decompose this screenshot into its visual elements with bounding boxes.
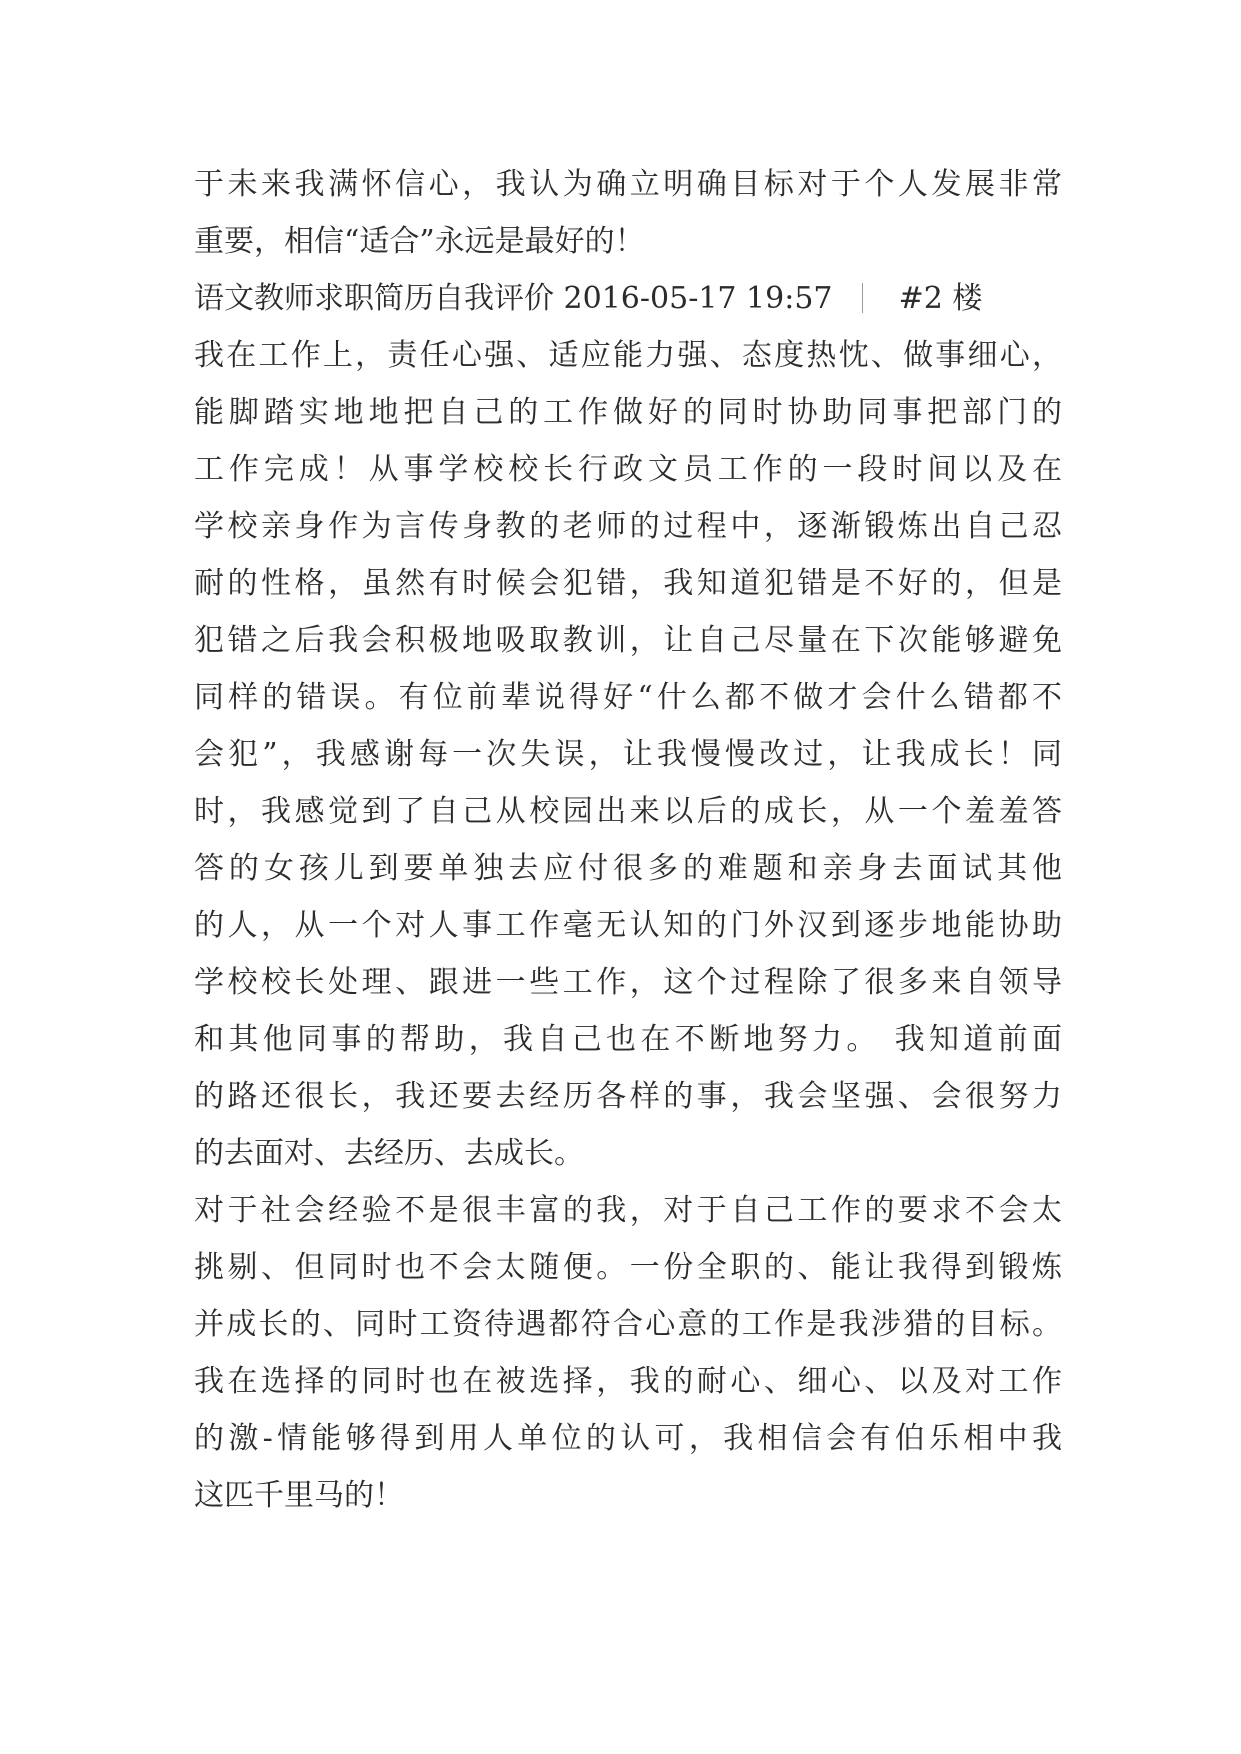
text-line: 挑剔、但同时也不会太随便。一份全职的、能让我得到锻炼 [194, 1250, 1062, 1285]
text-line: 这匹千里马的！ [194, 1478, 404, 1513]
text-line: 能脚踏实地地把自己的工作做好的同时协助同事把部门的 [194, 395, 1062, 430]
text-line: 和其他同事的帮助，我自己也在不断地努力。 我知道前面 [194, 1022, 1062, 1057]
post-datetime: 2016-05-17 19:57 [563, 281, 833, 316]
text-line: 答的女孩儿到要单独去应付很多的难题和亲身去面试其他 [194, 851, 1062, 886]
paragraph-job-goal [194, 1182, 1062, 1524]
text-line: 对于社会经验不是很丰富的我，对于自己工作的要求不会太 [194, 1193, 1062, 1228]
text-line: 同样的错误。有位前辈说得好“什么都不做才会什么错都不 [194, 680, 1062, 715]
paragraph-self-evaluation [194, 327, 1062, 1182]
post-title: 语文教师求职简历自我评价 [194, 281, 554, 316]
document-body [194, 156, 1062, 1524]
separator-bar [862, 283, 863, 313]
text-line: 会犯”，我感谢每一次失误，让我慢慢改过，让我成长！同 [194, 737, 1062, 772]
text-line: 学校校长处理、跟进一些工作，这个过程除了很多来自领导 [194, 965, 1062, 1000]
text-line: 并成长的、同时工资待遇都符合心意的工作是我涉猎的目标。 [194, 1307, 1062, 1342]
post-floor: #2 楼 [898, 281, 983, 316]
text-line: 我在选择的同时也在被选择，我的耐心、细心、以及对工作 [194, 1364, 1062, 1399]
text-line: 犯错之后我会积极地吸取教训，让自己尽量在下次能够避免 [194, 623, 1062, 658]
text-line: 的人，从一个对人事工作毫无认知的门外汉到逐步地能协助 [194, 908, 1062, 943]
text-line: 重要，相信“适合”永远是最好的！ [194, 224, 645, 259]
intro-paragraph [194, 156, 1062, 270]
text-line: 工作完成！从事学校校长行政文员工作的一段时间以及在 [194, 452, 1062, 487]
text-line: 的激-情能够得到用人单位的认可，我相信会有伯乐相中我 [194, 1421, 1062, 1456]
text-line: 的路还很长，我还要去经历各样的事，我会坚强、会很努力 [194, 1079, 1062, 1114]
text-line: 学校亲身作为言传身教的老师的过程中，逐渐锻炼出自己忍 [194, 509, 1062, 544]
text-line: 耐的性格，虽然有时候会犯错，我知道犯错是不好的，但是 [194, 566, 1062, 601]
text-line: 时，我感觉到了自己从校园出来以后的成长，从一个羞羞答 [194, 794, 1062, 829]
text-line: 的去面对、去经历、去成长。 [194, 1136, 584, 1171]
text-line: 于未来我满怀信心，我认为确立明确目标对于个人发展非常 [194, 167, 1062, 202]
post-header [194, 270, 1062, 327]
text-line: 我在工作上，责任心强、适应能力强、态度热忱、做事细心， [194, 338, 1062, 373]
